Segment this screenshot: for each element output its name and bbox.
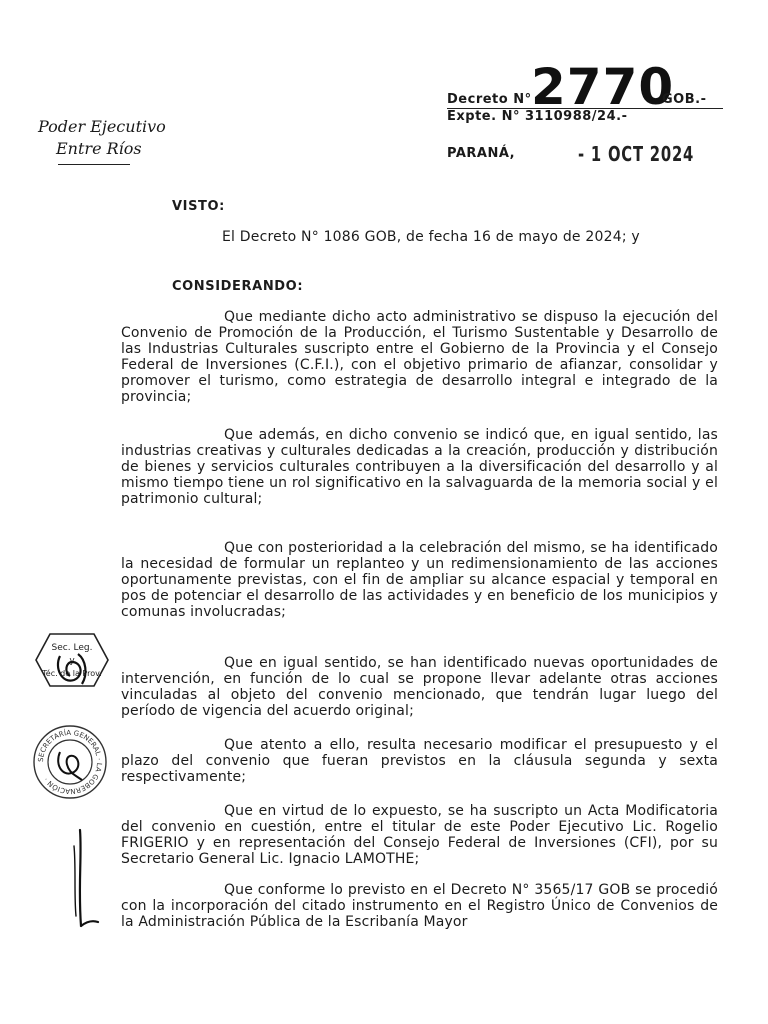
issuer-line-1: Poder Ejecutivo bbox=[38, 117, 166, 136]
decreto-label: Decreto N° bbox=[447, 92, 532, 107]
considerando-paragraph: Que atento a ello, resulta necesario modificar el presupuesto y el plazo del convenio que fueran previstos en la cláusula segunda y sexta respectivamente; bbox=[121, 737, 718, 786]
considerando-paragraph: Que mediante dicho acto administrativo se dispuso la ejecución del Convenio de Promoción de la Producción, el Turismo Sustentable y Desarrollo de las Industrias Culturales suscripto entre el Gobierno de la Provincia y el Consejo Federal de Inversiones (C.F.I.), con el objetivo primario de afianzar, consolidar y promover el turismo, como estrategia de desarrollo integral e integrado de la provincia; bbox=[121, 309, 718, 406]
handwritten-initials bbox=[58, 752, 82, 780]
visto-text: El Decreto N° 1086 GOB, de fecha 16 de mayo de 2024; y bbox=[222, 229, 640, 245]
issuer-line-2: Entre Ríos bbox=[56, 139, 142, 158]
seal-ring-text: SECRETARÍA GENERAL · LA GOBERNACIÓN · bbox=[36, 728, 104, 796]
date-stamp: - 1 OCT 2024 bbox=[578, 142, 695, 166]
considerando-paragraph: Que en igual sentido, se han identificado nuevas oportunidades de intervención, en función de lo cual se propone llevar adelante otras acciones vinculadas al objeto del convenio mencionado, que tendrán lugar luego del período de vigencia del acuerdo original; bbox=[121, 655, 718, 720]
considerando-paragraph: Que además, en dicho convenio se indicó que, en igual sentido, las industrias creativas y culturales dedicadas a la creación, producción y distribución de bienes y servicios culturales contribuyen a la diversificación del desarrollo y al mismo tiempo tiene un rol significativo en la salvaguarda de la memoria social y el patrimonio cultural; bbox=[121, 427, 718, 508]
secretaria-general-seal bbox=[30, 722, 110, 802]
legal-secretariat-stamp bbox=[24, 626, 120, 694]
considerando-paragraph: Que con posterioridad a la celebración del mismo, se ha identificado la necesidad de formular un replanteo y un redimensionamiento de las acciones oportunamente previstas, con el fin de ampliar su alcance espacial y temporal en pos de potenciar el desarrollo de las actividades y en beneficio de los municipios y comunas involucradas; bbox=[121, 540, 718, 621]
issuer-underline bbox=[58, 164, 130, 165]
stamp-text-line-2: y bbox=[69, 656, 75, 666]
issuer-block bbox=[38, 116, 188, 160]
place-label: PARANÁ, bbox=[447, 146, 516, 161]
handwritten-margin-mark bbox=[66, 826, 106, 936]
considerando-paragraph: Que en virtud de lo expuesto, se ha suscripto un Acta Modificatoria del convenio en cuestión, entre el titular de este Poder Ejecutivo Lic. Rogelio FRIGERIO y en representación del Consejo Federal de Inversiones (CFI), por su Secretario General Lic. Ignacio LAMOTHE; bbox=[121, 803, 718, 868]
considerando-paragraph: Que conforme lo previsto en el Decreto N° 3565/17 GOB se procedió con la incorporación del citado instrumento en el Registro Único de Convenios de la Administración Pública de la Escribanía Mayor bbox=[121, 882, 718, 931]
considerando-heading: CONSIDERANDO: bbox=[172, 279, 304, 294]
expediente-number: Expte. N° 3110988/24.- bbox=[447, 109, 628, 124]
decreto-number: 2770 bbox=[531, 58, 675, 116]
visto-heading: VISTO: bbox=[172, 199, 225, 214]
decreto-suffix: GOB.- bbox=[662, 92, 707, 107]
stamp-text-line-3: Téc. de la Prov. bbox=[42, 669, 102, 678]
svg-text:SECRETARÍA GENERAL · LA GOBERN bbox=[37, 728, 103, 795]
stamp-text-line-1: Sec. Leg. bbox=[51, 643, 93, 653]
